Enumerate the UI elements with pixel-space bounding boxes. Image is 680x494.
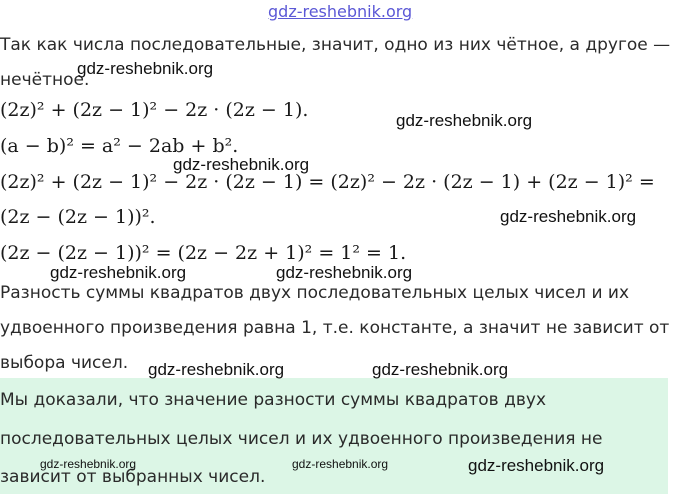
watermark: gdz-reshebnik.org (396, 111, 533, 130)
math-line-2: (a − b)² = a² − 2ab + b². (0, 135, 239, 157)
watermark: gdz-reshebnik.org (50, 263, 187, 282)
text-line-2: удвоенного произведения равна 1, т.е. константе, а значит не зависит от (0, 318, 670, 338)
watermark: gdz-reshebnik.org (77, 59, 214, 78)
watermark: gdz-reshebnik.org (372, 360, 509, 379)
watermark: gdz-reshebnik.org (40, 457, 137, 471)
watermark: gdz-reshebnik.org (173, 155, 310, 174)
text-line-3: выбора чисел. (0, 353, 129, 373)
site-link[interactable]: gdz-reshebnik.org (268, 2, 413, 21)
watermark: gdz-reshebnik.org (500, 207, 637, 226)
math-line-3: (2z)² + (2z − 1)² − 2z · (2z − 1) = (2z)² − 2z · (2z − 1) + (2z − 1)² = (0, 171, 655, 193)
watermark: gdz-reshebnik.org (148, 360, 285, 379)
intro-line-1: Так как числа последовательные, значит, одно из них чётное, а другое — (0, 35, 671, 55)
math-line-1: (2z)² + (2z − 1)² − 2z · (2z − 1). (0, 99, 309, 121)
math-line-4: (2z − (2z − 1))². (0, 206, 156, 228)
conclusion-line-1: Мы доказали, что значение разности суммы квадратов двух (0, 390, 547, 410)
conclusion-line-2: последовательных целых чисел и их удвоенного произведения не (0, 429, 603, 449)
math-line-5: (2z − (2z − 1))² = (2z − 2z + 1)² = 1² = 1. (0, 242, 407, 264)
watermark: gdz-reshebnik.org (276, 263, 413, 282)
watermark: gdz-reshebnik.org (292, 457, 389, 471)
watermark: gdz-reshebnik.org (468, 456, 605, 475)
text-line-1: Разность суммы квадратов двух последовательных целых чисел и их (0, 283, 630, 303)
conclusion-line-3: зависит от выбранных чисел. (0, 467, 266, 487)
intro-line-2: нечётное. (0, 70, 90, 90)
